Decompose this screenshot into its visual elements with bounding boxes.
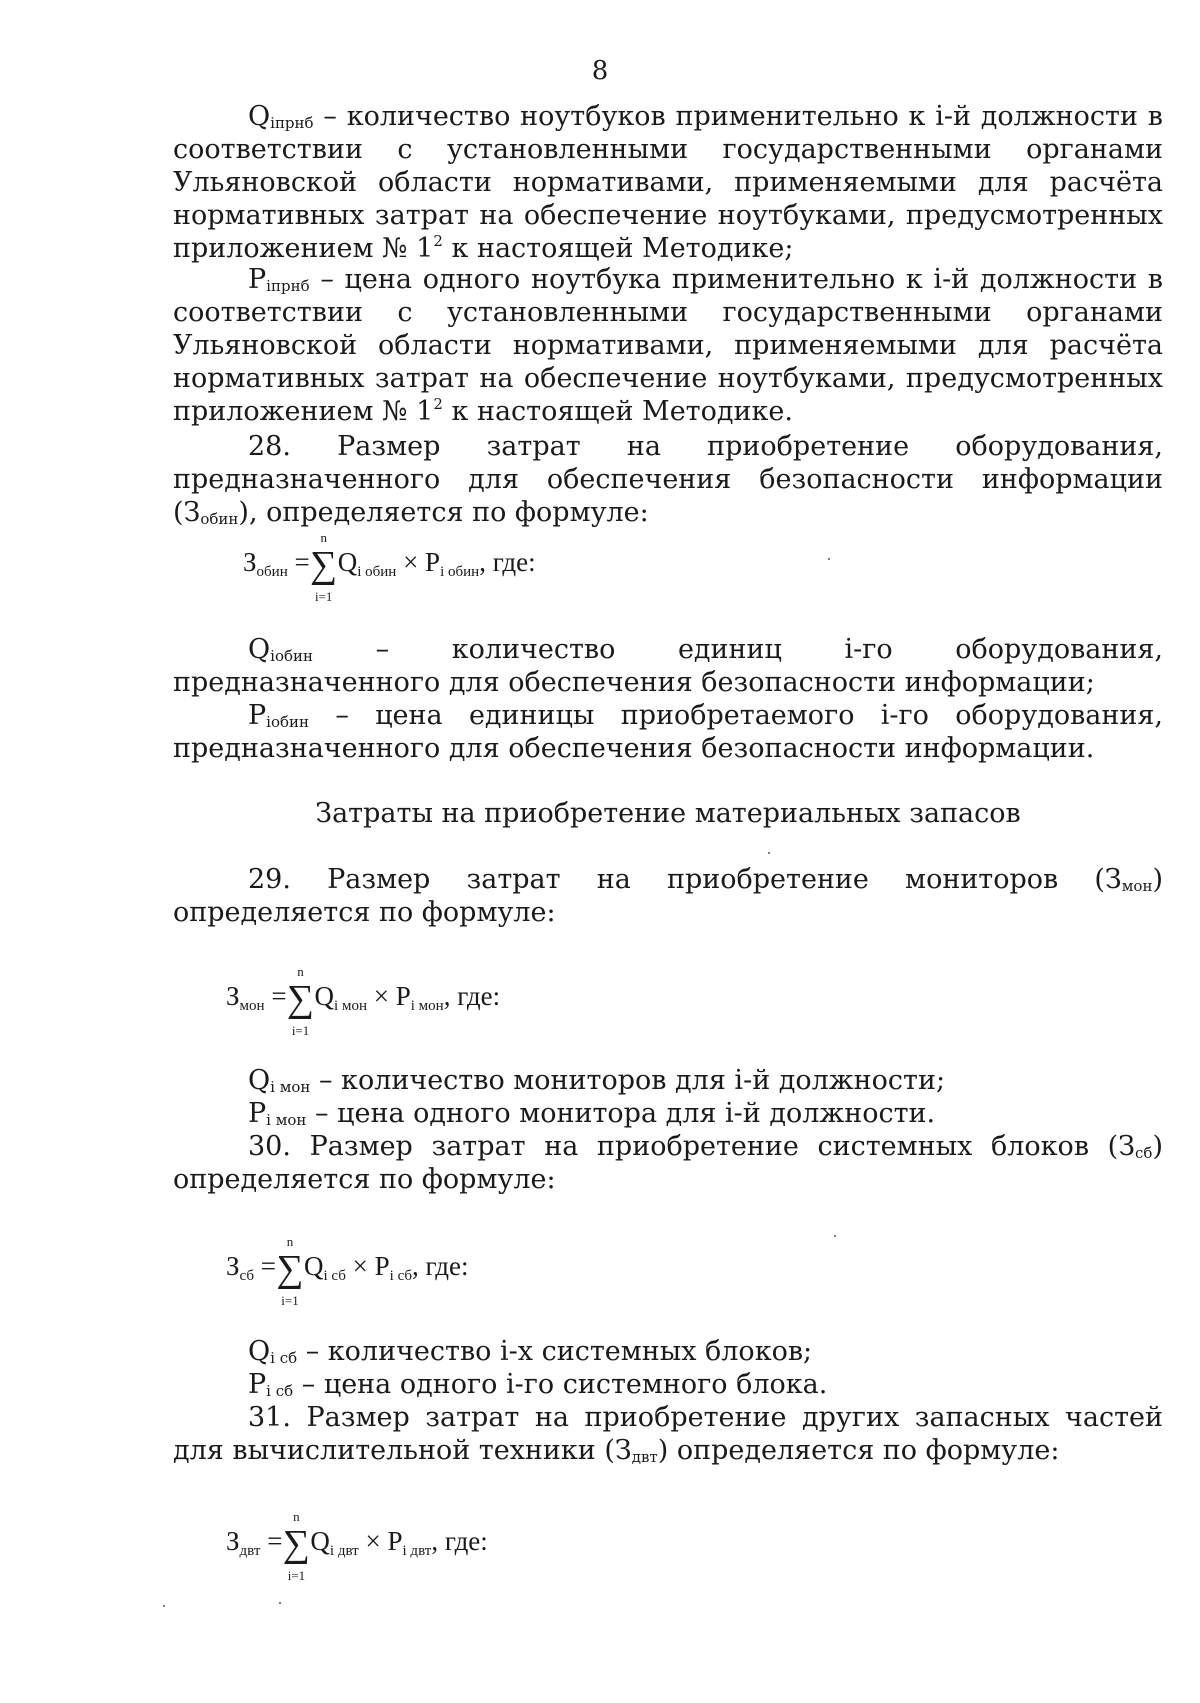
paragraph-text: 30. Размер затрат на приобретение системных блоков (З <box>248 1131 1136 1162</box>
symbol-subscript: i мон <box>270 1078 311 1096</box>
equals-sign: = <box>294 547 310 577</box>
formula-lhs-subscript: мон <box>239 998 265 1014</box>
paragraph-29 <box>173 863 1163 929</box>
formula-q-subscript: i сб <box>323 1268 346 1284</box>
definition-text: – цена одного монитора для i-й должности. <box>306 1098 936 1129</box>
sum-upper-limit: n <box>293 1509 300 1524</box>
paragraph-text-end: ) определяется по формуле: <box>657 1435 1060 1466</box>
symbol-subscript: iпрнб <box>266 277 310 295</box>
scan-speck <box>768 852 770 854</box>
subscript: двт <box>631 1448 658 1466</box>
formula-lhs: З <box>226 1526 240 1556</box>
definition-text: – количество i-х системных блоков; <box>297 1336 813 1367</box>
sum-lower-limit: i=1 <box>291 1023 310 1038</box>
formula-p: P <box>395 981 411 1011</box>
paragraph-text: 31. Размер затрат на приобретение других запасных частей для вычислительной техники (З <box>173 1402 1163 1466</box>
multiply-sign: × <box>403 547 419 577</box>
definition-text: – количество мониторов для i-й должности; <box>310 1065 946 1096</box>
multiply-sign: × <box>373 981 389 1011</box>
formula-q: Q <box>304 1251 324 1281</box>
sum-upper-limit: n <box>320 530 327 545</box>
sum-upper-limit: n <box>297 964 304 979</box>
sigma-icon <box>282 1509 310 1583</box>
formula-q-subscript: i обин <box>357 564 397 580</box>
scan-speck <box>828 558 830 560</box>
definition-text: – цена одного ноутбука применительно к i-й должности в соответствии с установленными государственными органами Ульяновской области нормативами, применяемыми для расчёта нормативных затрат на обеспечение ноутбуками, предусмотренных приложением № 1 <box>173 264 1163 427</box>
multiply-sign: × <box>365 1526 381 1556</box>
definition-q-iobin <box>173 633 1163 699</box>
sum-lower-limit: i=1 <box>287 1568 306 1583</box>
formula-suffix: , где: <box>443 981 501 1011</box>
definition-text: – количество ноутбуков применительно к i-й должности в соответствии с установленными государственными органами Ульяновской области нормативами, применяемыми для расчёта нормативных затрат на обеспечение ноутбуками, предусмотренных приложением № 1 <box>173 101 1163 264</box>
definition-q-mon <box>173 1064 1163 1097</box>
definition-text: – цена одного i-го системного блока. <box>293 1369 828 1400</box>
definition-q-sb <box>173 1335 1163 1368</box>
definition-text: – цена единицы приобретаемого i-го оборудования, предназначенного для обеспечения безопасности информации. <box>173 700 1163 764</box>
sum-lower-limit: i=1 <box>314 589 333 604</box>
formula-suffix: , где: <box>412 1251 469 1281</box>
scan-speck <box>834 1235 836 1237</box>
section-heading: Затраты на приобретение материальных запасов <box>315 798 1021 829</box>
symbol: P <box>248 1369 267 1400</box>
subscript: сб <box>1135 1144 1153 1162</box>
formula-obin <box>243 530 536 604</box>
definition-text: – количество единиц i-го оборудования, предназначенного для обеспечения безопасности информации; <box>173 634 1163 698</box>
formula-q: Q <box>314 981 335 1011</box>
definition-p-iprnb <box>173 263 1163 428</box>
formula-p-subscript: i обин <box>440 564 480 580</box>
symbol: Q <box>248 1065 271 1096</box>
subscript: обин <box>200 510 239 528</box>
multiply-sign: × <box>352 1251 368 1281</box>
paragraph-28 <box>173 430 1163 529</box>
formula-q-subscript: i мон <box>334 998 367 1014</box>
formula-lhs-subscript: двт <box>239 1543 261 1559</box>
subscript: мон <box>1121 877 1153 895</box>
formula-mon <box>226 964 501 1038</box>
symbol-subscript: i сб <box>270 1349 298 1367</box>
formula-p-subscript: i двт <box>402 1543 432 1559</box>
definition-p-sb <box>173 1368 1163 1401</box>
definition-tail: к настоящей Методике; <box>442 233 794 264</box>
formula-suffix: , где: <box>479 547 536 577</box>
paragraph-30 <box>173 1130 1163 1196</box>
formula-sb <box>226 1234 469 1308</box>
sum-upper-limit: n <box>286 1234 294 1249</box>
sigma-glyph: ∑ <box>276 1248 304 1290</box>
equals-sign: = <box>271 981 287 1011</box>
sigma-icon <box>276 1234 304 1308</box>
paragraph-text: 28. Размер затрат на приобретение оборудования, предназначенного для обеспечения безопасности информации (З <box>173 431 1163 528</box>
formula-p: P <box>387 1526 403 1556</box>
formula-p-subscript: i сб <box>389 1268 413 1284</box>
equals-sign: = <box>267 1526 283 1556</box>
symbol: Q <box>248 101 271 132</box>
definition-tail: к настоящей Методике. <box>442 396 793 427</box>
paragraph-text-end: ) определяется по формуле: <box>173 1131 1163 1195</box>
formula-lhs: З <box>243 547 257 577</box>
equals-sign: = <box>260 1251 276 1281</box>
sigma-icon <box>310 530 338 604</box>
formula-lhs: З <box>226 981 240 1011</box>
sum-lower-limit: i=1 <box>281 1293 299 1308</box>
formula-lhs-subscript: обин <box>256 564 288 580</box>
formula-lhs: З <box>226 1251 240 1281</box>
symbol: Q <box>248 1336 271 1367</box>
paragraph-text-end: ), определяется по формуле: <box>238 497 649 528</box>
definition-p-iobin <box>173 699 1163 765</box>
definition-q-iprnb <box>173 100 1163 265</box>
symbol-subscript: i мон <box>266 1111 307 1129</box>
formula-q: Q <box>337 547 358 577</box>
paragraph-text-end: ) определяется по формуле: <box>173 864 1163 928</box>
symbol: P <box>248 700 267 731</box>
superscript: 2 <box>433 395 443 413</box>
definition-p-mon <box>173 1097 1163 1130</box>
symbol-subscript: iпрнб <box>270 114 314 132</box>
symbol-subscript: i сб <box>266 1382 294 1400</box>
symbol-subscript: iобин <box>266 713 310 731</box>
sigma-glyph: ∑ <box>310 544 338 586</box>
formula-q: Q <box>310 1526 330 1556</box>
superscript: 2 <box>433 232 443 250</box>
symbol: Q <box>248 634 271 665</box>
formula-p-subscript: i мон <box>410 998 444 1014</box>
sigma-glyph: ∑ <box>282 1523 310 1565</box>
scan-speck <box>279 1602 281 1604</box>
symbol: P <box>248 264 267 295</box>
paragraph-text: 29. Размер затрат на приобретение мониторов (З <box>248 864 1122 895</box>
sigma-icon <box>287 964 315 1038</box>
formula-q-subscript: i двт <box>329 1543 359 1559</box>
symbol: P <box>248 1098 267 1129</box>
formula-suffix: , где: <box>431 1526 488 1556</box>
scan-speck <box>163 1605 165 1607</box>
formula-p: P <box>374 1251 390 1281</box>
page-number: 8 <box>591 56 609 86</box>
formula-lhs-subscript: сб <box>239 1268 255 1284</box>
formula-p: P <box>425 547 441 577</box>
formula-dvt <box>226 1509 488 1583</box>
sigma-glyph: ∑ <box>287 978 315 1020</box>
paragraph-31 <box>173 1401 1163 1467</box>
symbol-subscript: iобин <box>270 647 313 665</box>
